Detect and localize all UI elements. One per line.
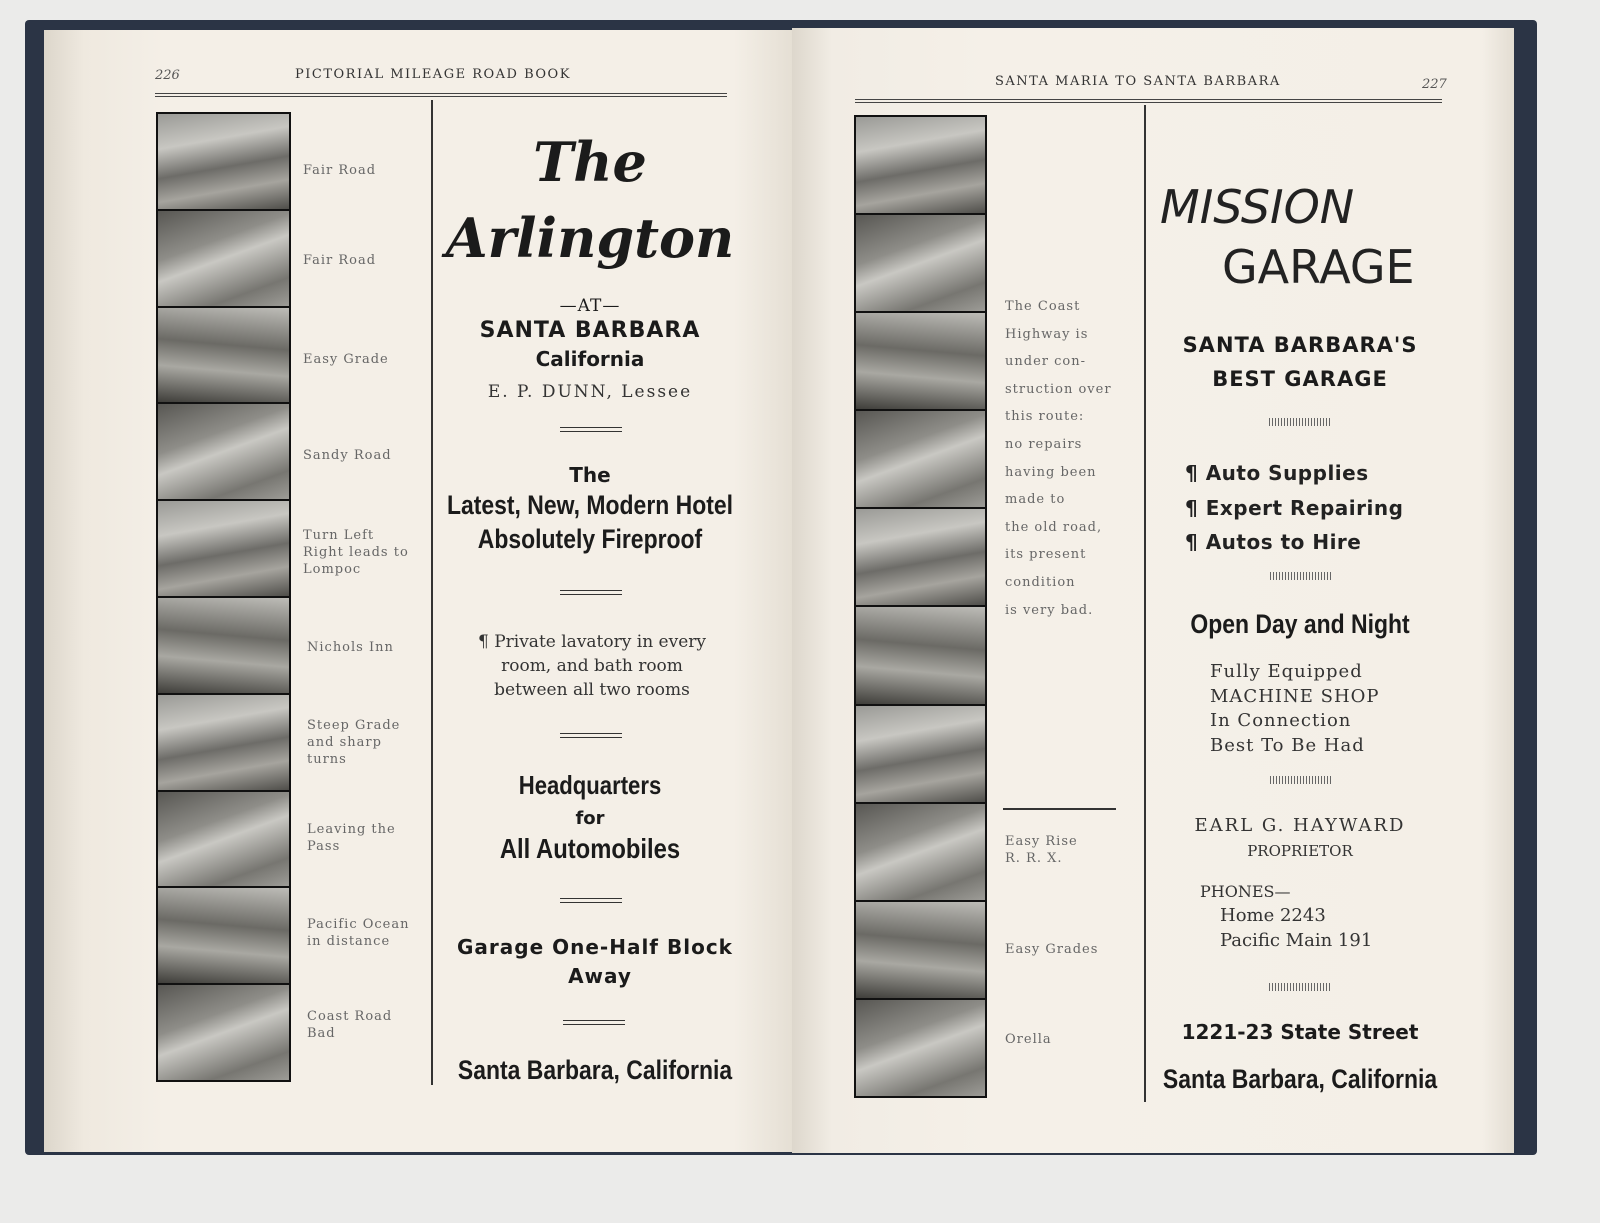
note-line: the old road, <box>1005 519 1103 535</box>
caption-line: Leaving the <box>307 822 396 837</box>
caption-line: and sharp <box>307 735 382 750</box>
road-photo <box>158 114 289 209</box>
ad-fireproof: Absolutely Fireproof <box>477 524 703 554</box>
service-item: ¶ Auto Supplies <box>1185 461 1369 485</box>
shop-line: MACHINE SHOP <box>1210 685 1380 707</box>
road-photo <box>856 509 985 605</box>
ad-title-garage: GARAGE <box>1222 240 1415 294</box>
ornament-rule <box>560 898 622 903</box>
caption-line: Easy Rise <box>1005 834 1078 849</box>
ad-at: —AT— <box>559 296 621 316</box>
service-item: ¶ Autos to Hire <box>1185 530 1362 554</box>
photo-caption <box>303 162 376 179</box>
proprietor-name: EARL G. HAYWARD <box>1194 815 1406 836</box>
ad-address: 1221-23 State Street <box>1181 1020 1419 1044</box>
column-divider <box>431 100 433 1085</box>
ad-title-arlington: Arlington <box>445 206 735 270</box>
caption-line: Bad <box>307 1026 336 1041</box>
caption-line: Lompoc <box>303 562 362 577</box>
photo-caption: Orella <box>1005 1032 1052 1047</box>
caption-line: Pass <box>307 839 341 854</box>
photo-caption <box>1005 833 1078 867</box>
running-header: PICTORIAL MILEAGE ROAD BOOK <box>295 67 571 82</box>
proprietor-title: PROPRIETOR <box>1247 842 1353 860</box>
note-divider <box>1003 808 1116 810</box>
note-line: having been <box>1005 464 1097 480</box>
ad-tagline: Latest, New, Modern Hotel <box>446 490 734 520</box>
photo-caption <box>307 821 396 855</box>
ad-open: Open Day and Night <box>1190 609 1410 639</box>
caption-line: Fair Road <box>303 253 377 268</box>
photo-strip <box>156 112 291 1082</box>
ornament-rule <box>560 427 622 432</box>
photo-caption <box>303 447 392 464</box>
photo-caption <box>307 1008 392 1042</box>
photo-caption <box>307 639 394 656</box>
caption-line: in distance <box>307 934 391 949</box>
photo-caption: Easy Grades <box>1005 942 1099 957</box>
ad-title-the: The <box>533 130 647 194</box>
note-line: under con- <box>1005 354 1086 370</box>
photo-caption <box>307 916 410 950</box>
route-note <box>1005 293 1112 624</box>
shop-line: Best To Be Had <box>1210 734 1365 756</box>
caption-line: Nichols Inn <box>307 640 394 655</box>
ad-garage: Garage One-Half Block <box>457 935 733 959</box>
caption-line: Fair Road <box>303 163 377 178</box>
note-line: struction over <box>1005 381 1112 397</box>
caption-line: Right leads to <box>303 545 409 560</box>
note-line: its present <box>1005 547 1087 563</box>
ad-slogan: BEST GARAGE <box>1212 367 1388 391</box>
caption-line: turns <box>307 752 347 767</box>
service-item: ¶ Expert Repairing <box>1185 495 1404 520</box>
ad-state: California <box>535 347 645 371</box>
road-photo <box>158 888 289 983</box>
note-line: The Coast <box>1005 299 1081 314</box>
caption-line: Coast Road <box>307 1009 393 1024</box>
road-photo <box>856 117 985 213</box>
lavatory-line: ¶ Private lavatory in every <box>477 632 706 652</box>
note-line: condition <box>1005 574 1076 590</box>
caption-line: Easy Grade <box>303 352 389 367</box>
road-photo <box>856 313 985 409</box>
header-rule <box>155 93 727 97</box>
road-photo <box>158 501 289 596</box>
caption-line: Steep Grade <box>307 718 401 733</box>
phone-number: Home 2243 <box>1220 905 1326 926</box>
ornament-rule <box>1270 776 1332 784</box>
caption-line: Turn Left <box>303 528 375 543</box>
photo-caption <box>307 717 400 768</box>
header-rule <box>855 99 1442 103</box>
road-photo <box>856 215 985 311</box>
ad-automobiles: All Automobiles <box>499 833 681 864</box>
ornament-rule <box>1270 572 1332 580</box>
ornament-rule <box>1269 418 1331 426</box>
ad-title-mission: MISSION <box>1160 180 1355 234</box>
phones-list <box>1220 904 1372 953</box>
page-number: 227 <box>1422 77 1447 92</box>
phones-label: PHONES— <box>1200 882 1291 901</box>
photo-caption <box>303 252 376 269</box>
ornament-rule <box>560 590 622 595</box>
road-photo <box>158 211 289 306</box>
ad-for: for <box>575 808 605 829</box>
services-list <box>1185 456 1403 560</box>
road-photo <box>158 308 289 403</box>
lavatory-line: between all two rooms <box>494 680 690 700</box>
caption-line: Pacific Ocean <box>307 917 410 932</box>
column-divider <box>1144 105 1146 1102</box>
note-line: Highway is <box>1005 326 1089 342</box>
ad-city: Santa Barbara, California <box>1162 1064 1438 1094</box>
road-photo <box>158 985 289 1080</box>
ornament-rule <box>560 733 622 738</box>
ad-slogan: SANTA BARBARA'S <box>1182 333 1418 357</box>
photo-strip <box>854 115 987 1098</box>
ad-city: SANTA BARBARA <box>479 318 701 343</box>
lavatory-line: room, and bath room <box>501 656 683 676</box>
shop-line: Fully Equipped <box>1210 661 1363 682</box>
photo-caption <box>303 527 409 578</box>
photo-caption <box>303 351 389 368</box>
ornament-rule <box>1269 983 1331 991</box>
ad-lessee: E. P. DUNN, Lessee <box>487 382 693 402</box>
page-number: 226 <box>155 68 180 83</box>
note-line: no repairs <box>1005 436 1083 452</box>
road-photo <box>856 607 985 703</box>
shop-info <box>1210 660 1380 758</box>
ad-garage-away: Away <box>568 964 632 988</box>
road-photo <box>856 902 985 998</box>
note-line: is very bad. <box>1005 602 1094 618</box>
road-photo <box>856 804 985 900</box>
ad-address: Santa Barbara, California <box>457 1055 733 1085</box>
road-photo <box>856 706 985 802</box>
shop-line: In Connection <box>1210 710 1352 731</box>
running-header: SANTA MARIA TO SANTA BARBARA <box>995 74 1281 89</box>
caption-line: R. R. X. <box>1005 851 1063 866</box>
ad-the: The <box>569 463 611 487</box>
road-photo <box>856 411 985 507</box>
road-photo <box>856 1000 985 1096</box>
note-line: made to <box>1005 492 1066 508</box>
ornament-rule <box>563 1020 625 1025</box>
phone-number: Pacific Main 191 <box>1220 929 1373 951</box>
road-photo <box>158 404 289 499</box>
road-photo <box>158 792 289 887</box>
caption-line: Sandy Road <box>303 448 392 463</box>
note-line: this route: <box>1005 409 1085 425</box>
road-photo <box>158 695 289 790</box>
ad-lavatory <box>462 630 722 702</box>
road-photo <box>158 598 289 693</box>
ad-headquarters: Headquarters <box>518 770 662 800</box>
